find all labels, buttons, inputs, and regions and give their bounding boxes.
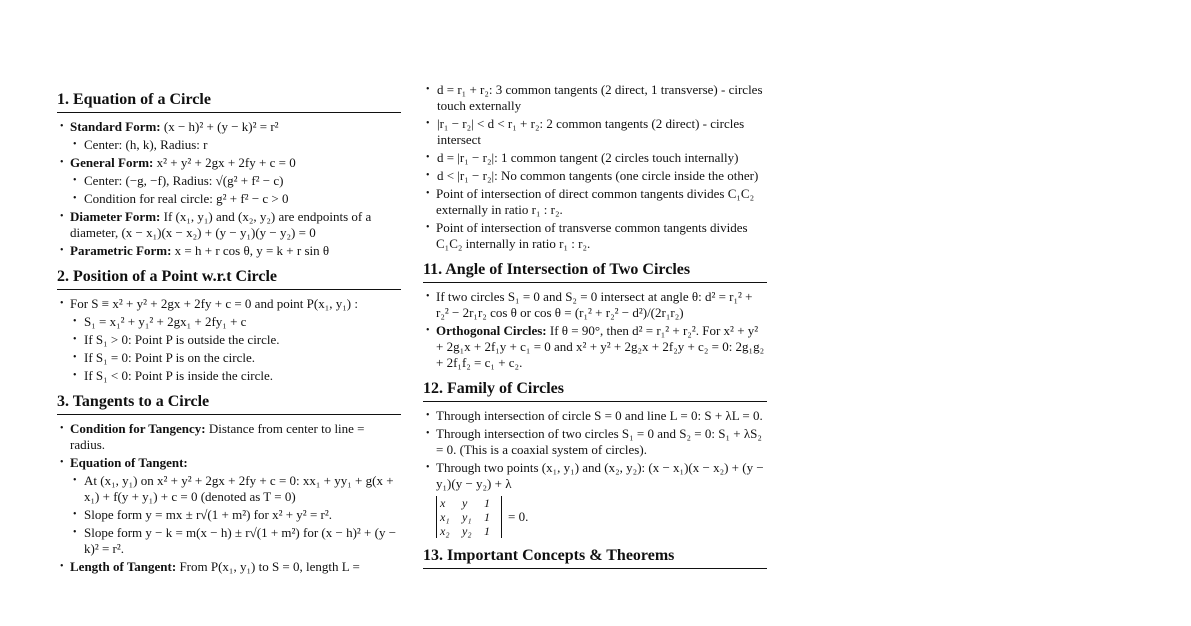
item-label: Condition for Tangency: (70, 421, 206, 436)
list-item (57, 243, 401, 259)
section-list-angle (423, 289, 767, 371)
list-item (423, 460, 767, 492)
item-text: Center: (h, k), Radius: r (84, 137, 208, 152)
section-title-equation: 1. Equation of a Circle (57, 90, 401, 113)
item-label: Equation of Tangent: (70, 455, 188, 470)
list-item (70, 368, 401, 384)
det-suffix: = 0. (508, 509, 529, 524)
item-text: Slope form y − k = m(x − h) ± r√(1 + m²) for (x − h)² + (y − k)² = r². (84, 525, 397, 556)
section-list-common-tangents (423, 82, 767, 252)
list-item (57, 421, 401, 453)
list-item (70, 314, 401, 330)
item-text: x = h + r cos θ, y = k + r sin θ (171, 243, 330, 258)
item-text: Condition for real circle: g² + f² − c > 0 (84, 191, 289, 206)
list-item (57, 559, 401, 575)
list-item (57, 119, 401, 153)
item-text: From P(x₁, y₁) to S = 0, length L = (176, 559, 360, 574)
list-item (423, 289, 767, 321)
det-row: x₁ y₁ 1 (440, 510, 490, 524)
list-item (70, 173, 401, 189)
left-column (57, 90, 401, 583)
list-item (423, 82, 767, 114)
item-text: |r₁ − r₂| < d < r₁ + r₂: 2 common tangents (2 direct) - circles intersect (437, 116, 745, 147)
list-item (423, 408, 767, 424)
item-text: If two circles S₁ = 0 and S₂ = 0 intersect at angle θ: d² = r₁² + r₂² − 2r₁r₂ cos θ or cos θ = (r₁² + r₂² − d²)/(2r₁r₂) (436, 289, 753, 320)
item-label: Orthogonal Circles: (436, 323, 547, 338)
item-text: If S₁ = 0: Point P is on the circle. (84, 350, 255, 365)
item-text: d = |r₁ − r₂|: 1 common tangent (2 circles touch internally) (437, 150, 739, 165)
item-text: Through intersection of two circles S₁ = 0 and S₂ = 0: S₁ + λS₂ = 0. (This is a coaxial system of circles). (436, 426, 762, 457)
section-title-position: 2. Position of a Point w.r.t Circle (57, 267, 401, 290)
item-text: Point of intersection of transverse common tangents divides C₁C₂ internally in ratio r₁ : r₂. (436, 220, 748, 251)
item-text: x² + y² + 2gx + 2fy + c = 0 (153, 155, 296, 170)
item-text: At (x₁, y₁) on x² + y² + 2gx + 2fy + c = 0: xx₁ + yy₁ + g(x + x₁) + f(y + y₁) + c = 0 (denoted as T = 0) (84, 473, 394, 504)
list-item (57, 209, 401, 241)
determinant-block (423, 496, 767, 538)
sub-list (70, 173, 401, 207)
section-title-angle: 11. Angle of Intersection of Two Circles (423, 260, 767, 283)
section-list-tangents (57, 421, 401, 575)
item-text: d = r₁ + r₂: 3 common tangents (2 direct, 1 transverse) - circles touch externally (437, 82, 763, 113)
section-title-family: 12. Family of Circles (423, 379, 767, 402)
item-text: If S₁ < 0: Point P is inside the circle. (84, 368, 274, 383)
sub-list (70, 137, 401, 153)
list-item (423, 323, 767, 371)
item-label: Parametric Form: (70, 243, 172, 258)
item-label: Length of Tangent: (70, 559, 177, 574)
item-text: Slope form y = mx ± r√(1 + m²) for x² + y² = r². (84, 507, 333, 522)
list-item (57, 455, 401, 557)
sub-list (70, 473, 401, 557)
list-item (57, 155, 401, 207)
list-item (70, 473, 401, 505)
item-text: If θ = 90°, then d² = r₁² + r₂². For x² + y² + 2g₁x + 2f₁y + c₁ = 0 and x² + y² + 2g₂x + 2f₂y + c₂ = 0: 2g₁g₂ + 2f₁f₂ = c₁ + c₂. (436, 323, 765, 370)
list-item (423, 116, 767, 148)
item-text: S₁ = x₁² + y₁² + 2gx₁ + 2fy₁ + c (84, 314, 247, 329)
det-row: x y 1 (440, 496, 490, 510)
item-label: General Form: (70, 155, 154, 170)
list-item (423, 168, 767, 184)
item-label: Diameter Form: (70, 209, 161, 224)
list-item (70, 191, 401, 207)
item-text: d < |r₁ − r₂|: No common tangents (one circle inside the other) (437, 168, 759, 183)
item-text: Distance from center to line = radius. (70, 421, 365, 452)
item-text: If (x₁, y₁) and (x₂, y₂) are endpoints of a diameter, (x − x₁)(x − x₂) + (y − y₁)(y − y₂) = 0 (70, 209, 372, 240)
sub-list (70, 314, 401, 384)
list-item (423, 186, 767, 218)
list-item (423, 426, 767, 458)
item-label: Standard Form: (70, 119, 161, 134)
item-text: If S₁ > 0: Point P is outside the circle. (84, 332, 280, 347)
list-item (70, 350, 401, 366)
item-text: Through intersection of circle S = 0 and line L = 0: S + λL = 0. (436, 408, 763, 423)
list-item (423, 220, 767, 252)
list-item (70, 525, 401, 557)
item-text: Center: (−g, −f), Radius: √(g² + f² − c) (84, 173, 284, 188)
section-title-tangents: 3. Tangents to a Circle (57, 392, 401, 415)
section-title-concepts: 13. Important Concepts & Theorems (423, 546, 767, 569)
sub-list (423, 82, 767, 184)
section-list-position (57, 296, 401, 384)
list-item (57, 296, 401, 384)
section-list-family (423, 408, 767, 492)
list-item (70, 332, 401, 348)
list-item (423, 150, 767, 166)
right-column (423, 80, 767, 575)
list-item (70, 507, 401, 523)
item-text: Through two points (x₁, y₁) and (x₂, y₂): (x − x₁)(x − x₂) + (y − y₁)(y − y₂) + λ (436, 460, 764, 491)
list-item (70, 137, 401, 153)
item-text: (x − h)² + (y − k)² = r² (160, 119, 279, 134)
det-row: x₂ y₂ 1 (440, 524, 490, 538)
determinant-matrix (436, 496, 502, 538)
item-text: For S ≡ x² + y² + 2gx + 2fy + c = 0 and point P(x₁, y₁) : (70, 296, 358, 311)
item-text: Point of intersection of direct common tangents divides C₁C₂ externally in ratio r₁ : r₂. (436, 186, 755, 217)
section-list-equation (57, 119, 401, 259)
